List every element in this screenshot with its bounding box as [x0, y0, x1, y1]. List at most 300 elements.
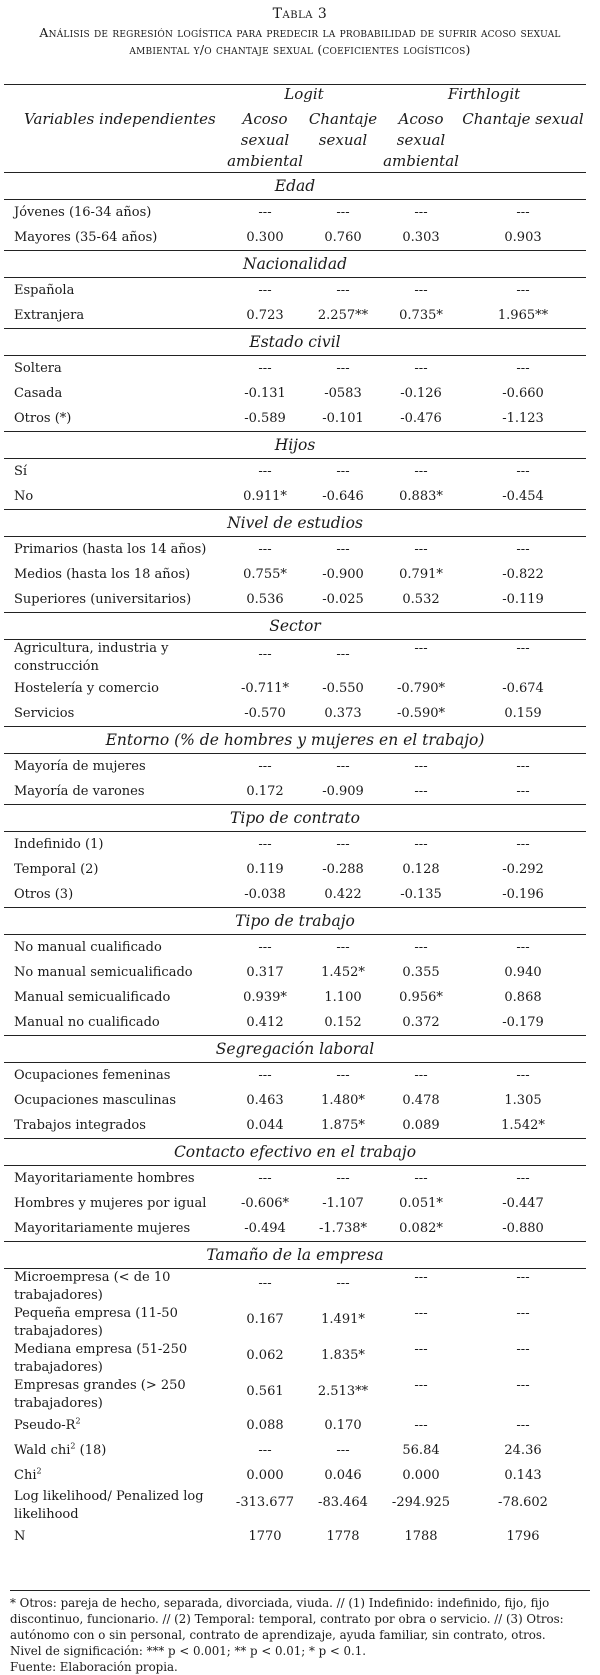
- row-label: [4, 1269, 226, 1306]
- cell-value: 0.355: [402, 965, 440, 980]
- row-label-text: Mayoría de varones: [14, 784, 145, 799]
- cell-value: -0.038: [244, 887, 286, 902]
- cell-value: 0.372: [402, 1015, 440, 1030]
- row-label: [4, 1524, 226, 1549]
- cell-value: ---: [516, 837, 530, 852]
- row-label-text: Mayoritariamente mujeres: [14, 1221, 191, 1236]
- section-title: Segregación laboral: [4, 1036, 586, 1063]
- section-header: [4, 329, 586, 356]
- cell-value: -0.476: [400, 411, 442, 426]
- section-title: Estado civil: [4, 329, 586, 356]
- cell-value: ---: [258, 1443, 272, 1458]
- cell-value: ---: [414, 283, 428, 298]
- section-header: [4, 1242, 586, 1269]
- row-label-text: Mediana empresa (51-250 trabajadores): [14, 1342, 188, 1375]
- cell-value: ---: [516, 361, 530, 376]
- cell-value: 0.478: [402, 1093, 440, 1108]
- cell-value: 0.128: [402, 862, 440, 877]
- cell-value: -313.677: [235, 1495, 295, 1510]
- table-row: [4, 200, 586, 226]
- cell-value: ---: [414, 784, 428, 799]
- row-label: [4, 1088, 226, 1113]
- cell-value: 0.755*: [243, 567, 287, 582]
- cell-value: -0.447: [502, 1196, 544, 1211]
- row-label: [4, 1377, 226, 1413]
- cell-value: ---: [336, 940, 350, 955]
- table-row: [4, 1269, 586, 1306]
- cell-value: ---: [258, 283, 272, 298]
- row-label: [4, 1488, 226, 1524]
- cell-value: -1.107: [322, 1196, 364, 1211]
- row-label: [4, 406, 226, 432]
- row-label-text: Sí: [14, 464, 28, 479]
- cell-value: -0.711*: [240, 681, 290, 696]
- cell-value: 0.170: [324, 1418, 362, 1433]
- cell-value: 0.300: [246, 230, 284, 245]
- row-label: [4, 587, 226, 613]
- cell-value: -1.123: [502, 411, 544, 426]
- section-title: Entorno (% de hombres y mujeres en el trabajo): [4, 727, 586, 754]
- cell-value: ---: [258, 1171, 272, 1186]
- cell-value: 1778: [326, 1529, 360, 1544]
- cell-value: -0.606*: [240, 1196, 290, 1211]
- row-label: [4, 381, 226, 406]
- cell-value: 2.257**: [317, 308, 369, 323]
- cell-value: 0.046: [324, 1468, 362, 1483]
- cell-value: ---: [516, 1171, 530, 1186]
- cell-value: ---: [336, 205, 350, 220]
- cell-value: 0.939*: [243, 990, 287, 1005]
- cell-value: ---: [414, 1306, 428, 1321]
- cell-value: 0.317: [246, 965, 284, 980]
- table-row: [4, 676, 586, 701]
- row-label-text: Soltera: [14, 361, 62, 376]
- row-label-text: Pseudo-R: [14, 1418, 76, 1433]
- row-label: [4, 537, 226, 563]
- cell-value: ---: [516, 940, 530, 955]
- cell-value: ---: [414, 1342, 428, 1357]
- cell-value: ---: [516, 1306, 530, 1321]
- cell-value: -0.101: [322, 411, 364, 426]
- section-title: Contacto efectivo en el trabajo: [4, 1139, 586, 1166]
- table-caption: Análisis de regresión logística para predecir la probabilidad de sufrir acoso sexual ambiental y/o chantaje sexual (coeficientes logísticos): [39, 25, 561, 57]
- cell-value: -0.454: [502, 489, 544, 504]
- row-label: [4, 459, 226, 485]
- col-acoso-firth: Acoso sexual ambiental: [383, 110, 459, 170]
- section-header: [4, 908, 586, 935]
- cell-value: ---: [414, 1378, 428, 1393]
- row-label-text: Ocupaciones femeninas: [14, 1068, 171, 1083]
- cell-value: 1.542*: [501, 1118, 545, 1133]
- section-header: [4, 613, 586, 640]
- cell-value: -0.822: [502, 567, 544, 582]
- cell-value: -0.589: [244, 411, 286, 426]
- table-row: [4, 587, 586, 613]
- cell-value: 0.088: [246, 1418, 284, 1433]
- cell-value: ---: [516, 542, 530, 557]
- cell-value: 1.305: [504, 1093, 542, 1108]
- cell-value: 0.082*: [399, 1221, 443, 1236]
- table-row: [4, 935, 586, 961]
- table-row: [4, 562, 586, 587]
- row-label-text: Chi: [14, 1468, 37, 1483]
- row-label-text: Wald chi: [14, 1443, 71, 1458]
- row-label-text: Temporal (2): [14, 862, 99, 877]
- cell-value: ---: [516, 641, 530, 656]
- cell-value: 1.835*: [321, 1348, 365, 1363]
- cell-value: -0.494: [244, 1221, 286, 1236]
- cell-value: -0.126: [400, 386, 442, 401]
- cell-value: ---: [258, 1068, 272, 1083]
- cell-value: ---: [516, 1068, 530, 1083]
- cell-value: 0.000: [246, 1468, 284, 1483]
- section-title: Tipo de trabajo: [4, 908, 586, 935]
- cell-value: 1796: [506, 1529, 540, 1544]
- table-row: [4, 832, 586, 858]
- cell-value: 0.791*: [399, 567, 443, 582]
- group-logit: Logit: [284, 85, 324, 103]
- section-title: Tipo de contrato: [4, 805, 586, 832]
- row-label-text: Pequeña empresa (11-50 trabajadores): [14, 1306, 178, 1339]
- cell-value: 0.119: [246, 862, 284, 877]
- row-label-text: Otros (3): [14, 887, 74, 902]
- cell-value: -0.131: [244, 386, 286, 401]
- row-label-text: Hostelería y comercio: [14, 681, 159, 696]
- section-header: [4, 173, 586, 200]
- table-row: [4, 459, 586, 485]
- row-label: [4, 1166, 226, 1192]
- cell-value: ---: [258, 647, 272, 662]
- section-title: Sector: [4, 613, 586, 640]
- table-row: [4, 882, 586, 908]
- row-label-text: Indefinido (1): [14, 837, 104, 852]
- note-significance: Nivel de significación: *** p < 0.001; ** p < 0.01; * p < 0.1.: [10, 1644, 367, 1658]
- table-row: [4, 356, 586, 382]
- table-row: [4, 1191, 586, 1216]
- table-row: [4, 754, 586, 780]
- cell-value: 1.491*: [321, 1312, 365, 1327]
- cell-value: ---: [414, 641, 428, 656]
- table-row: [4, 1063, 586, 1089]
- cell-value: ---: [414, 361, 428, 376]
- row-label: [4, 985, 226, 1010]
- table-row: [4, 857, 586, 882]
- table-notes: [10, 1590, 590, 1675]
- row-label: [4, 857, 226, 882]
- cell-value: 1.480*: [321, 1093, 365, 1108]
- row-label-text: Servicios: [14, 706, 75, 721]
- cell-value: -0.674: [502, 681, 544, 696]
- cell-value: ---: [336, 1276, 350, 1291]
- cell-value: -0.550: [322, 681, 364, 696]
- row-label-text: N: [14, 1529, 26, 1544]
- cell-value: 0.903: [504, 230, 542, 245]
- superscript: 2: [36, 1466, 42, 1476]
- cell-value: -0.790*: [396, 681, 446, 696]
- table-row: [4, 1216, 586, 1242]
- cell-value: 0.159: [504, 706, 542, 721]
- cell-value: ---: [414, 1418, 428, 1433]
- cell-value: ---: [336, 464, 350, 479]
- table-row: [4, 303, 586, 329]
- cell-value: ---: [336, 837, 350, 852]
- cell-value: -0.590*: [396, 706, 446, 721]
- cell-value: 0.883*: [399, 489, 443, 504]
- regression-table: [4, 84, 586, 1549]
- table-row: [4, 1488, 586, 1524]
- cell-value: 1.965**: [497, 308, 549, 323]
- cell-value: ---: [336, 647, 350, 662]
- table-row: [4, 1010, 586, 1036]
- cell-value: ---: [516, 1378, 530, 1393]
- cell-value: ---: [414, 542, 428, 557]
- row-label: [4, 1413, 226, 1438]
- table-row: [4, 1524, 586, 1549]
- row-label-text: Agricultura, industria y construcción: [14, 641, 169, 674]
- cell-value: ---: [258, 542, 272, 557]
- cell-value: 0.172: [246, 784, 284, 799]
- cell-value: ---: [414, 205, 428, 220]
- note-definitions: * Otros: pareja de hecho, separada, divorciada, viuda. // (1) Indefinido: indefinido, fijo, fijo discontinuo, funcionario. // (2) Temporal: temporal, contrato por obra o servicio. // (3) Otros: autónomo con o sin personal, contrato de aprendizaje, ayuda familiar, sin contrato, otros.: [10, 1596, 564, 1642]
- cell-value: ---: [516, 759, 530, 774]
- cell-value: 0.373: [324, 706, 362, 721]
- col-chantaje-firth: Chantaje sexual: [462, 110, 584, 128]
- cell-value: -0.292: [502, 862, 544, 877]
- cell-value: 0.412: [246, 1015, 284, 1030]
- cell-value: 0.152: [324, 1015, 362, 1030]
- cell-value: -0.288: [322, 862, 364, 877]
- row-label-text: Log likelihood/ Penalized log likelihood: [14, 1489, 204, 1522]
- row-label-text: Mayoría de mujeres: [14, 759, 146, 774]
- row-label: [4, 640, 226, 677]
- row-label-text: No manual cualificado: [14, 940, 162, 955]
- row-label-text: Primarios (hasta los 14 años): [14, 542, 207, 557]
- cell-value: -0.119: [502, 592, 544, 607]
- row-label: [4, 484, 226, 510]
- cell-value: -294.925: [391, 1495, 451, 1510]
- cell-value: ---: [336, 1171, 350, 1186]
- table-row: [4, 1305, 586, 1341]
- cell-value: -0.909: [322, 784, 364, 799]
- cell-value: ---: [336, 361, 350, 376]
- cell-value: 0.532: [402, 592, 440, 607]
- cell-value: ---: [258, 464, 272, 479]
- section-header: [4, 432, 586, 459]
- cell-value: ---: [336, 542, 350, 557]
- row-label-text: Manual semicualificado: [14, 990, 171, 1005]
- row-label-text: Extranjera: [14, 308, 85, 323]
- table-row: [4, 537, 586, 563]
- cell-value: -0.135: [400, 887, 442, 902]
- cell-value: 0.956*: [399, 990, 443, 1005]
- cell-value: 0.561: [246, 1384, 284, 1399]
- cell-value: 0.051*: [399, 1196, 443, 1211]
- cell-value: ---: [414, 940, 428, 955]
- cell-value: ---: [414, 1171, 428, 1186]
- cell-value: 1770: [248, 1529, 282, 1544]
- row-label: [4, 356, 226, 382]
- cell-value: 0.940: [504, 965, 542, 980]
- cell-value: 0.044: [246, 1118, 284, 1133]
- row-label: [4, 832, 226, 858]
- table-label: Tabla 3: [272, 6, 328, 22]
- table-row: [4, 701, 586, 727]
- cell-value: 0.536: [246, 592, 284, 607]
- row-label: [4, 1438, 226, 1463]
- row-label: [4, 1010, 226, 1036]
- row-label-text: Trabajos integrados: [14, 1118, 146, 1133]
- row-label: [4, 562, 226, 587]
- row-label: [4, 1341, 226, 1377]
- cell-value: 0.911*: [243, 489, 287, 504]
- cell-value: 1788: [404, 1529, 438, 1544]
- row-label-text: No manual semicualificado: [14, 965, 193, 980]
- cell-value: ---: [258, 759, 272, 774]
- cell-value: ---: [516, 464, 530, 479]
- cell-value: -0.025: [322, 592, 364, 607]
- row-label-text: Jóvenes (16-34 años): [14, 205, 152, 220]
- table-row: [4, 278, 586, 304]
- table-row: [4, 985, 586, 1010]
- cell-value: ---: [516, 784, 530, 799]
- table-row: [4, 381, 586, 406]
- section-title: Tamaño de la empresa: [4, 1242, 586, 1269]
- cell-value: ---: [516, 283, 530, 298]
- row-label: [4, 200, 226, 226]
- row-label-text: Otros (*): [14, 411, 72, 426]
- cell-value: ---: [258, 837, 272, 852]
- row-label-text: Empresas grandes (> 250 trabajadores): [14, 1378, 186, 1411]
- cell-value: ---: [336, 759, 350, 774]
- section-header: [4, 1139, 586, 1166]
- cell-value: ---: [516, 1418, 530, 1433]
- section-title: Edad: [4, 173, 586, 200]
- row-label: [4, 1113, 226, 1139]
- cell-value: 0.062: [246, 1348, 284, 1363]
- row-label-text: Casada: [14, 386, 63, 401]
- row-label-text: Mayores (35-64 años): [14, 230, 158, 245]
- section-title: Hijos: [4, 432, 586, 459]
- row-label: [4, 1463, 226, 1488]
- superscript: 2: [70, 1441, 76, 1451]
- row-label: [4, 701, 226, 727]
- row-label: [4, 1063, 226, 1089]
- cell-value: ---: [414, 837, 428, 852]
- row-label: [4, 676, 226, 701]
- row-label: [4, 779, 226, 805]
- row-label-text: Mayoritariamente hombres: [14, 1171, 195, 1186]
- cell-value: 0.167: [246, 1312, 284, 1327]
- cell-value: -0.900: [322, 567, 364, 582]
- cell-value: -0.660: [502, 386, 544, 401]
- row-label-text: Microempresa (< de 10 trabajadores): [14, 1270, 171, 1303]
- cell-value: 0.303: [402, 230, 440, 245]
- row-label-suffix: (18): [75, 1443, 107, 1458]
- cell-value: ---: [516, 1270, 530, 1285]
- cell-value: 2.513**: [317, 1384, 369, 1399]
- table-row: [4, 1438, 586, 1463]
- table-row: [4, 1113, 586, 1139]
- cell-value: ---: [414, 464, 428, 479]
- row-label-text: Ocupaciones masculinas: [14, 1093, 177, 1108]
- cell-value: 0.463: [246, 1093, 284, 1108]
- row-label: [4, 278, 226, 304]
- cell-value: -0.646: [322, 489, 364, 504]
- row-label-text: Superiores (universitarios): [14, 592, 192, 607]
- note-source: Fuente: Elaboración propia.: [10, 1660, 178, 1674]
- cell-value: ---: [336, 1443, 350, 1458]
- row-label: [4, 935, 226, 961]
- row-label-text: No: [14, 489, 34, 504]
- table-row: [4, 225, 586, 251]
- col-chantaje-logit: Chantaje sexual: [308, 110, 378, 149]
- cell-value: ---: [516, 205, 530, 220]
- table-row: [4, 1088, 586, 1113]
- cell-value: 1.100: [324, 990, 362, 1005]
- cell-value: ---: [336, 1068, 350, 1083]
- row-label: [4, 225, 226, 251]
- model-group-header: [4, 85, 586, 109]
- cell-value: -78.602: [498, 1495, 548, 1510]
- cell-value: ---: [258, 1276, 272, 1291]
- col-acoso-logit: Acoso sexual ambiental: [227, 110, 303, 170]
- cell-value: 1.875*: [321, 1118, 365, 1133]
- cell-value: -0.196: [502, 887, 544, 902]
- cell-value: ---: [258, 940, 272, 955]
- table-row: [4, 640, 586, 677]
- table-row: [4, 1341, 586, 1377]
- table-row: [4, 1166, 586, 1192]
- cell-value: ---: [414, 759, 428, 774]
- cell-value: 24.36: [504, 1443, 542, 1458]
- section-header: [4, 1036, 586, 1063]
- row-label-text: Española: [14, 283, 75, 298]
- table-row: [4, 779, 586, 805]
- cell-value: ---: [336, 283, 350, 298]
- cell-value: 56.84: [402, 1443, 440, 1458]
- row-label: [4, 1191, 226, 1216]
- cell-value: 1.452*: [321, 965, 365, 980]
- cell-value: ---: [258, 205, 272, 220]
- row-label: [4, 754, 226, 780]
- cell-value: -0.570: [244, 706, 286, 721]
- group-firthlogit: Firthlogit: [447, 85, 521, 103]
- section-header: [4, 727, 586, 754]
- cell-value: -1.738*: [318, 1221, 368, 1236]
- cell-value: 0.000: [402, 1468, 440, 1483]
- row-label: [4, 303, 226, 329]
- section-title: Nivel de estudios: [4, 510, 586, 537]
- row-label-text: Medios (hasta los 18 años): [14, 567, 191, 582]
- table-row: [4, 1377, 586, 1413]
- table-row: [4, 1463, 586, 1488]
- cell-value: 0.868: [504, 990, 542, 1005]
- column-header-row: [4, 109, 586, 173]
- cell-value: 0.760: [324, 230, 362, 245]
- cell-value: 0.422: [324, 887, 362, 902]
- cell-value: -0.179: [502, 1015, 544, 1030]
- cell-value: 0.089: [402, 1118, 440, 1133]
- cell-value: ---: [516, 1342, 530, 1357]
- row-label: [4, 960, 226, 985]
- table-row: [4, 960, 586, 985]
- row-label-text: Manual no cualificado: [14, 1015, 160, 1030]
- section-header: [4, 805, 586, 832]
- cell-value: ---: [414, 1270, 428, 1285]
- table-title-block: [0, 0, 600, 58]
- section-title: Nacionalidad: [4, 251, 586, 278]
- variables-header: Variables independientes: [24, 110, 216, 128]
